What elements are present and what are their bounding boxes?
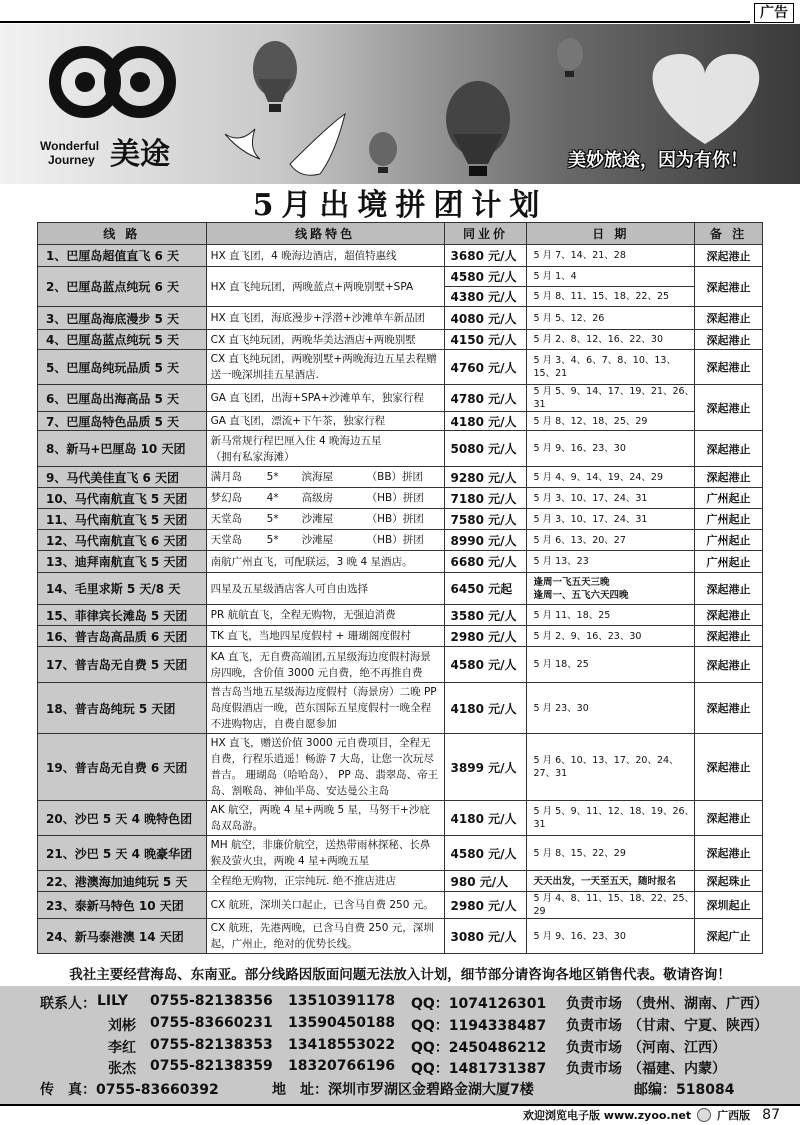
route-price: 6680 元/人 (444, 551, 527, 573)
route-date: 5 月 9、16、23、30 (527, 919, 695, 954)
route-note: 广州起止 (695, 551, 763, 573)
route-note: 广州起止 (695, 488, 763, 509)
route-date-line: 逢周一、五飞六天四晚 (533, 589, 629, 601)
heart-cloud-icon (653, 54, 760, 144)
route-name: 7、巴厘岛特色品质 5 天 (38, 412, 207, 431)
route-date: 5 月 6、10、13、17、20、24、27、31 (527, 734, 695, 801)
route-price: 4580 元/人 (444, 267, 527, 287)
route-feature (206, 530, 444, 551)
route-name: 14、毛里求斯 5 天/8 天 (38, 573, 207, 605)
contact-market: （河南、江西） (628, 1040, 726, 1056)
room-type: 滨海屋 (301, 471, 334, 483)
route-price: 980 元/人 (444, 871, 527, 892)
route-date: 5 月 3、10、17、24、31 (527, 509, 695, 530)
route-price: 4180 元/人 (444, 801, 527, 836)
col-header-date: 日 期 (527, 223, 695, 245)
route-price: 6450 元起 (444, 573, 527, 605)
route-note: 深起港止 (695, 734, 763, 801)
seagull-icon (225, 114, 345, 175)
meal-plan: （HB）拼团 (366, 534, 424, 546)
route-date-2: 5 月 8、11、15、18、22、25 (527, 287, 695, 307)
route-note: 深起港止 (695, 836, 763, 871)
route-date: 5 月 1、4 (527, 267, 695, 287)
resort-name: 梦幻岛 (210, 492, 243, 504)
slogan: 美妙旅途，因为有你！ (568, 150, 748, 171)
resort-name: 满月岛 (210, 471, 243, 483)
route-price: 9280 元/人 (444, 467, 527, 488)
postcode: 邮编：518084 (634, 1082, 735, 1098)
route-feature: HX 直飞团，4 晚海边酒店，超值特惠线 (206, 245, 444, 267)
route-note: 广州起止 (695, 509, 763, 530)
route-date: 5 月 8、12、18、25、29 (527, 412, 695, 431)
route-feature: GA 直飞团，漂流+下午茶，独家行程 (206, 412, 444, 431)
contact-tel: 0755-83660231 (150, 1015, 273, 1031)
route-note: 深起港止 (695, 330, 763, 350)
route-price: 3580 元/人 (444, 605, 527, 626)
route-note: 深起港止 (695, 245, 763, 267)
route-price: 3680 元/人 (444, 245, 527, 267)
route-note: 广州起止 (695, 530, 763, 551)
contact-market-label: 负责市场 (566, 1040, 622, 1056)
table-row (38, 509, 763, 530)
route-note: 深起港止 (695, 467, 763, 488)
table-row (38, 871, 763, 892)
route-name: 22、港澳海加迪纯玩 5 天 (38, 871, 207, 892)
resort-stars: 5* (266, 471, 279, 483)
route-name: 12、马代南航直飞 6 天团 (38, 530, 207, 551)
route-date: 5 月 2、8、12、16、22、30 (527, 330, 695, 350)
contact-qq: QQ：1481731387 (411, 1061, 547, 1077)
bottom-rule (0, 1104, 800, 1106)
fax: 传 真：0755-83660392 (40, 1082, 219, 1098)
route-name: 8、新马+巴厘岛 10 天团 (38, 431, 207, 467)
route-price: 4180 元/人 (444, 683, 527, 734)
table-row (38, 488, 763, 509)
col-header-route: 线 路 (38, 223, 207, 245)
route-feature: TK 直飞，当地四星度假村 + 珊瑚阁度假村 (206, 626, 444, 647)
room-type: 沙滩屋 (301, 534, 334, 546)
route-note: 深起港止 (695, 431, 763, 467)
route-feature (206, 467, 444, 488)
route-feature (206, 509, 444, 530)
route-feature-line: 新马常规行程巴厘入住 4 晚海边五星 (210, 434, 382, 447)
route-name: 4、巴厘岛蓝点纯玩 5 天 (38, 330, 207, 350)
route-date: 5 月 4、9、14、19、24、29 (527, 467, 695, 488)
route-date: 5 月 18、25 (527, 647, 695, 683)
contact-qq: QQ：2450486212 (411, 1040, 547, 1056)
route-name: 9、马代美佳直飞 6 天团 (38, 467, 207, 488)
route-date: 5 月 11、18、25 (527, 605, 695, 626)
route-price: 4760 元/人 (444, 350, 527, 385)
route-note: 深起港止 (695, 626, 763, 647)
table-row (38, 267, 763, 287)
meal-plan: （HB）拼团 (366, 513, 424, 525)
route-name: 21、沙巴 5 天 4 晚豪华团 (38, 836, 207, 871)
contact-name: LILY (97, 993, 129, 1009)
col-header-price: 同业价 (444, 223, 527, 245)
route-price: 3080 元/人 (444, 919, 527, 954)
page-title: 5月出境拼团计划 (252, 188, 548, 223)
tour-plan-table (37, 222, 763, 954)
table-row (38, 431, 763, 467)
route-feature (206, 431, 444, 467)
route-name: 16、普吉岛高品质 6 天团 (38, 626, 207, 647)
ad-tag: 广告 (754, 3, 794, 23)
table-row (38, 683, 763, 734)
route-name: 11、马代南航直飞 5 天团 (38, 509, 207, 530)
banner (0, 24, 800, 184)
contact-tel: 0755-82138359 (150, 1058, 273, 1074)
footnote: 我社主要经营海岛、东南亚。部分线路因版面问题无法放入计划，细节部分请咨询各地区销售代表。敬请咨询！ (69, 967, 731, 983)
route-feature: HX 直飞团，海底漫步+浮潜+沙滩单车新品团 (206, 307, 444, 330)
table-row (38, 412, 763, 431)
route-date: 5 月 5、9、11、12、18、19、26、31 (527, 801, 695, 836)
contact-tel: 0755-82138356 (150, 993, 273, 1009)
table-row (38, 245, 763, 267)
route-note: 深起港止 (695, 350, 763, 385)
route-date: 5 月 4、8、11、15、18、22、25、29 (527, 892, 695, 919)
contact-label: 联系人： (40, 996, 96, 1012)
route-note: 深起港止 (695, 801, 763, 836)
route-date: 5 月 7、14、21、28 (527, 245, 695, 267)
route-note: 深起港止 (695, 573, 763, 605)
route-name: 2、巴厘岛蓝点纯玩 6 天 (38, 267, 207, 307)
table-row (38, 530, 763, 551)
route-name: 6、巴厘岛出海高品 5 天 (38, 385, 207, 412)
route-price-2: 4380 元/人 (444, 287, 527, 307)
route-date: 5 月 9、16、23、30 (527, 431, 695, 467)
room-type: 高级房 (301, 492, 334, 504)
resort-stars: 5* (266, 513, 279, 525)
col-header-feature: 线路特色 (206, 223, 444, 245)
col-header-note: 备 注 (695, 223, 763, 245)
contact-market-label: 负责市场 (566, 1018, 622, 1034)
table-row (38, 647, 763, 683)
balloon-icon (253, 41, 297, 112)
route-date-line: 逢周一飞五天三晚 (533, 576, 610, 588)
route-price: 2980 元/人 (444, 626, 527, 647)
contact-market: （贵州、湖南、广西） (628, 996, 768, 1012)
route-feature: KA 直飞，无自费高端团,五星级海边度假村海景房四晚，含价值 3000 元自费，绝不再推自费 (206, 647, 444, 683)
table-row (38, 626, 763, 647)
contact-market-label: 负责市场 (566, 1061, 622, 1077)
route-feature: 四星及五星级酒店客人可自由选择 (206, 573, 444, 605)
route-feature (206, 488, 444, 509)
route-price: 2980 元/人 (444, 892, 527, 919)
route-price: 8990 元/人 (444, 530, 527, 551)
contact-mobile: 13418553022 (288, 1037, 396, 1053)
brand-name-en1: Wonderful (40, 139, 100, 153)
route-price: 4780 元/人 (444, 385, 527, 412)
contact-tel: 0755-82138353 (150, 1037, 273, 1053)
route-feature: AK 航空，两晚 4 星+两晚 5 星，马努干+沙庇岛双岛游。 (206, 801, 444, 836)
contact-mobile: 13510391178 (288, 993, 396, 1009)
route-name: 20、沙巴 5 天 4 晚特色团 (38, 801, 207, 836)
page-number: 87 (762, 1107, 780, 1123)
table-row (38, 573, 763, 605)
page-footer (523, 1107, 780, 1123)
route-name: 17、普吉岛无自费 5 天团 (38, 647, 207, 683)
route-feature: 南航广州直飞，可配联运，3 晚 4 星酒店。 (206, 551, 444, 573)
table-row (38, 551, 763, 573)
route-feature: MH 航空，非廉价航空，送热带雨林探秘、长鼻猴及萤火虫，两晚 4 星+两晚五星 (206, 836, 444, 871)
route-note: 深起广止 (695, 919, 763, 954)
route-date: 5 月 13、23 (527, 551, 695, 573)
route-price: 4580 元/人 (444, 647, 527, 683)
route-note: 深圳起止 (695, 892, 763, 919)
contact-mobile: 13590450188 (288, 1015, 396, 1031)
brand-name-cn: 美途 (110, 137, 170, 172)
route-feature: HX 直飞，赠送价值 3000 元自费项目，全程无自费，行程乐逍遥！畅游 7 大岛，让您一次玩尽普吉。 珊瑚岛（哈哈岛）、 PP 岛、翡翠岛、帝王岛、割喉岛、神仙半岛、安达曼公主岛 (206, 734, 444, 801)
route-name: 24、新马泰港澳 14 天团 (38, 919, 207, 954)
table-row (38, 892, 763, 919)
brand-logo (40, 32, 190, 172)
resort-stars: 4* (266, 492, 279, 504)
route-name: 1、巴厘岛超值直飞 6 天 (38, 245, 207, 267)
route-price: 3899 元/人 (444, 734, 527, 801)
brand-name-en2: Journey (48, 153, 95, 167)
route-feature: CX 直飞纯玩团，两晚别墅+两晚海边五星去程赠送一晚深圳挂五星酒店. (206, 350, 444, 385)
route-note: 深起港止 (695, 307, 763, 330)
edition: 广西版 (717, 1109, 751, 1122)
route-date: 5 月 3、4、6、7、8、10、13、15、21 (527, 350, 695, 385)
route-date: 5 月 5、9、14、17、19、21、26、31 (527, 385, 695, 412)
contact-name: 张杰 (108, 1061, 136, 1077)
route-feature: 普吉岛当地五星级海边度假村（海景房）二晚 PP 岛度假酒店一晚，芭东国际五星度假村一晚全程不进购物店，自费自愿参加 (206, 683, 444, 734)
route-price: 7580 元/人 (444, 509, 527, 530)
contact-qq: QQ：1194338487 (411, 1018, 547, 1034)
route-note: 深起港止 (695, 385, 763, 431)
table-row (38, 734, 763, 801)
meal-plan: （BB）拼团 (366, 471, 424, 483)
route-feature: PR 航航直飞，全程无购物，无强迫消费 (206, 605, 444, 626)
contact-market: （福建、内蒙） (628, 1061, 726, 1077)
route-price: 4580 元/人 (444, 836, 527, 871)
route-date: 5 月 3、10、17、24、31 (527, 488, 695, 509)
route-feature-line: （拥有私家海滩） (210, 450, 295, 463)
route-date: 5 月 8、15、22、29 (527, 836, 695, 871)
contact-mobile: 18320766196 (288, 1058, 396, 1074)
table-row (38, 330, 763, 350)
table-row (38, 350, 763, 385)
balloon-icon (369, 132, 397, 173)
route-name: 10、马代南航直飞 5 天团 (38, 488, 207, 509)
route-feature: CX 航班，深圳关口起止，已含马自费 250 元。 (206, 892, 444, 919)
table-row (38, 801, 763, 836)
route-name: 5、巴厘岛纯玩品质 5 天 (38, 350, 207, 385)
route-note: 深起港止 (695, 605, 763, 626)
balloon-icon (446, 81, 510, 176)
route-name: 15、菲律宾长滩岛 5 天团 (38, 605, 207, 626)
route-note: 深起珠止 (695, 871, 763, 892)
route-feature: HX 直飞纯玩团，两晚蓝点+两晚别墅+SPA (206, 267, 444, 307)
contact-market-label: 负责市场 (566, 996, 622, 1012)
address: 地 址：深圳市罗湖区金碧路金湖大厦7楼 (272, 1082, 534, 1098)
route-name: 13、迪拜南航直飞 5 天团 (38, 551, 207, 573)
table-row (38, 467, 763, 488)
contact-name: 李红 (108, 1040, 136, 1056)
table-row (38, 385, 763, 412)
route-feature: 全程绝无购物，正宗纯玩. 绝不推店进店 (206, 871, 444, 892)
resort-name: 天堂岛 (210, 513, 243, 525)
contact-qq: QQ：1074126301 (411, 996, 547, 1012)
table-row (38, 605, 763, 626)
route-date: 天天出发，一天至五天，随时报名 (527, 871, 695, 892)
route-feature: GA 直飞团，出海+SPA+沙滩单车，独家行程 (206, 385, 444, 412)
room-type: 沙滩屋 (301, 513, 334, 525)
route-date: 5 月 23、30 (527, 683, 695, 734)
contact-market: （甘肃、宁夏、陕西） (628, 1018, 768, 1034)
top-rule (0, 21, 750, 23)
route-price: 4150 元/人 (444, 330, 527, 350)
route-price: 4080 元/人 (444, 307, 527, 330)
table-row (38, 307, 763, 330)
route-date: 5 月 6、13、20、27 (527, 530, 695, 551)
route-date: 5 月 2、9、16、23、30 (527, 626, 695, 647)
contact-name: 刘彬 (108, 1018, 136, 1034)
route-feature: CX 航班，先港两晚，已含马自费 250 元，深圳起，广州止，绝对的优势长线。 (206, 919, 444, 954)
route-name: 3、巴厘岛海底漫步 5 天 (38, 307, 207, 330)
route-date: 5 月 5、12、26 (527, 307, 695, 330)
route-feature: CX 直飞纯玩团，两晚华美达酒店+两晚别墅 (206, 330, 444, 350)
resort-name: 天堂岛 (210, 534, 243, 546)
route-price: 4180 元/人 (444, 412, 527, 431)
contact-block (0, 986, 800, 1104)
emblem-icon (697, 1108, 711, 1122)
route-name: 19、普吉岛无自费 6 天团 (38, 734, 207, 801)
route-name: 18、普吉岛纯玩 5 天团 (38, 683, 207, 734)
table-row (38, 836, 763, 871)
footer-text: 欢迎浏览电子版 www.zyoo.net (522, 1109, 692, 1122)
route-date (527, 573, 695, 605)
meal-plan: （HB）拼团 (366, 492, 424, 504)
route-price: 5080 元/人 (444, 431, 527, 467)
route-note: 深起港止 (695, 647, 763, 683)
table-row (38, 919, 763, 954)
route-note: 深起港止 (695, 683, 763, 734)
resort-stars: 5* (266, 534, 279, 546)
balloon-icon (557, 38, 583, 77)
route-name: 23、泰新马特色 10 天团 (38, 892, 207, 919)
route-note: 深起港止 (695, 267, 763, 307)
table-header (38, 223, 763, 245)
route-price: 7180 元/人 (444, 488, 527, 509)
